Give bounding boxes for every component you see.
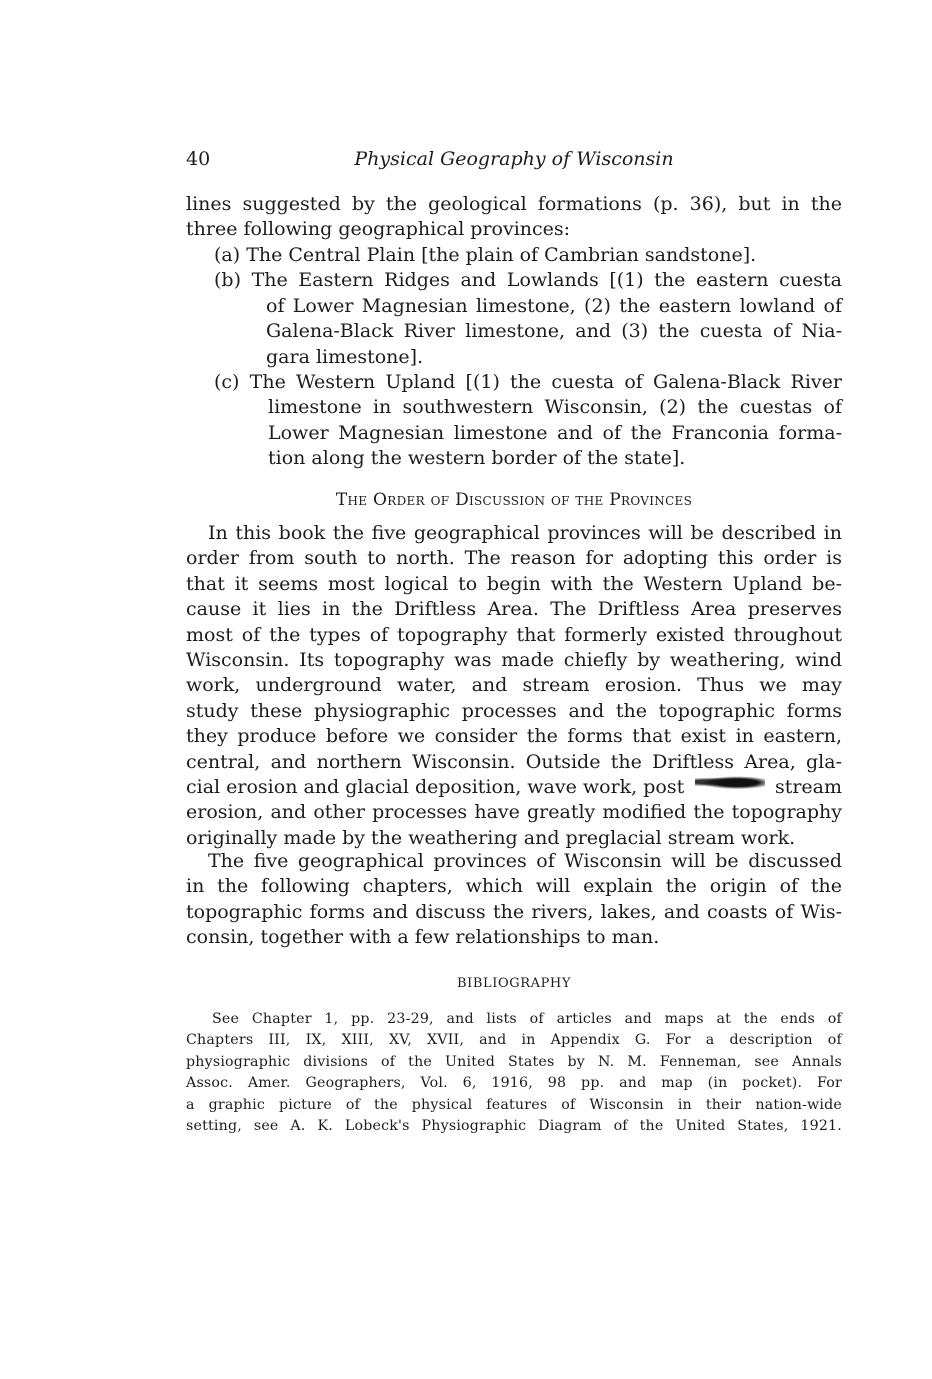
text-line: Assoc. Amer. Geographers, Vol. 6, 1916, 98 pp. and map (in pocket). For	[186, 1075, 842, 1092]
text-line: gara limestone].	[266, 345, 424, 368]
ink-smudge-icon	[695, 775, 765, 789]
body-paragraph-2	[186, 849, 842, 951]
text-line: erosion, and other processes have greatly modified the topography	[186, 801, 842, 824]
text-line: lines suggested by the geological formations (p. 36), but in the	[186, 193, 842, 215]
text-line: (c) The Western Upland [(1) the cuesta of Galena-Black River	[214, 371, 842, 394]
text-fragment: cial erosion and glacial deposition, wave work, post	[186, 776, 685, 799]
text-line: work, underground water, and stream erosion. Thus we may	[186, 674, 842, 697]
text-line: Wisconsin. Its topography was made chiefly by weathering, wind	[186, 649, 842, 672]
text-line: setting, see A. K. Lobeck's Physiographic Diagram of the United States, 1921.	[186, 1118, 842, 1135]
list-item-c	[214, 370, 842, 472]
text-fragment: stream	[774, 776, 842, 799]
text-line: physiographic divisions of the United States by N. M. Fenneman, see Annals	[186, 1053, 842, 1070]
intro-paragraph	[186, 192, 842, 243]
text-line: See Chapter 1, pp. 23-29, and lists of articles and maps at the ends of	[212, 1011, 842, 1027]
text-line: In this book the five geographical provinces will be described in	[208, 522, 842, 544]
page-header	[186, 144, 842, 174]
text-line: originally made by the weathering and preglacial stream work.	[186, 826, 796, 849]
text-line: in the following chapters, which will explain the origin of the	[186, 875, 842, 898]
text-line: Chapters III, IX, XIII, XV, XVII, and in Appendix G. For a description of	[186, 1032, 842, 1049]
body-paragraph-1	[186, 521, 842, 851]
text-line: Lower Magnesian limestone and of the Franconia forma-	[268, 421, 842, 444]
section-heading: The Order of Discussion of the Provinces	[335, 490, 693, 510]
text-line: (b) The Eastern Ridges and Lowlands [(1) the eastern cuesta	[214, 269, 842, 292]
text-line: The five geographical provinces of Wisconsin will be discussed	[208, 850, 842, 872]
text-line: that it seems most logical to begin with the Western Upland be-	[186, 572, 842, 595]
list-item-b	[214, 268, 842, 370]
list-item-a	[214, 243, 842, 268]
text-line: a graphic picture of the physical features of Wisconsin in their nation-wide	[186, 1096, 842, 1113]
text-line: (a) The Central Plain [the plain of Cambrian sandstone].	[214, 244, 757, 266]
text-line: topographic forms and discuss the rivers, lakes, and coasts of Wis-	[186, 900, 842, 923]
text-line: central, and northern Wisconsin. Outside the Driftless Area, gla-	[186, 750, 842, 773]
province-list	[186, 243, 842, 472]
text-line: Galena-Black River limestone, and (3) the cuesta of Nia-	[266, 320, 842, 343]
text-line: study these physiographic processes and the topographic forms	[186, 699, 842, 722]
page-number: 40	[186, 148, 211, 170]
text-line: tion along the western border of the state].	[268, 447, 686, 470]
text-line: of Lower Magnesian limestone, (2) the eastern lowland of	[266, 294, 842, 317]
text-line: three following geographical provinces:	[186, 218, 571, 241]
text-line: cause it lies in the Driftless Area. The Driftless Area preserves	[186, 598, 842, 621]
bibliography-heading: BIBLIOGRAPHY	[456, 976, 572, 991]
running-title: Physical Geography of Wisconsin	[354, 148, 674, 170]
text-line: they produce before we consider the forms that exist in eastern,	[186, 725, 842, 748]
text-line: limestone in southwestern Wisconsin, (2) the cuestas of	[268, 396, 842, 419]
bibliography-text	[186, 1009, 842, 1137]
text-line: most of the types of topography that formerly existed throughout	[186, 623, 842, 646]
text-line: consin, together with a few relationships to man.	[186, 926, 660, 949]
text-line: order from south to north. The reason for adopting this order is	[186, 547, 842, 570]
text-line-smudged	[186, 775, 842, 800]
